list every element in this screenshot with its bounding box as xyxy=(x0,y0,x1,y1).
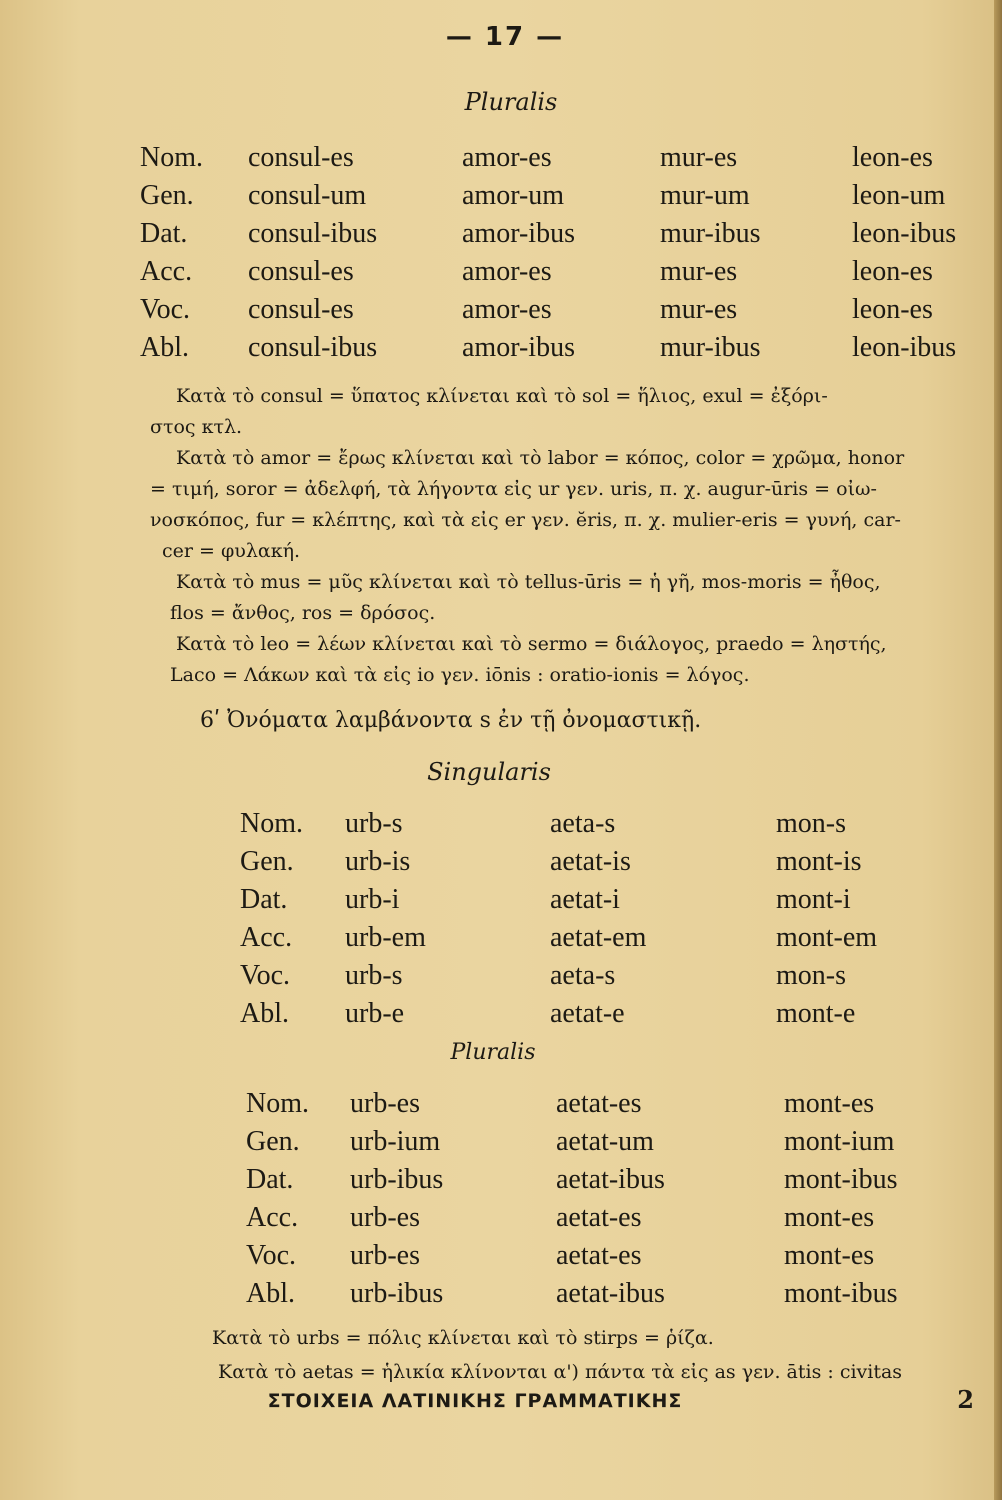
declension-form: urb-ibus xyxy=(350,1164,444,1195)
declension-form: leon-es xyxy=(852,294,933,325)
table-row xyxy=(0,920,1002,956)
declension-form: urb-em xyxy=(345,922,426,953)
declension-form: urb-is xyxy=(345,846,411,877)
table-row xyxy=(0,1086,1002,1122)
declension-form: consul-es xyxy=(248,256,354,287)
case-label: Abl. xyxy=(140,332,189,363)
page-number: — 17 — xyxy=(445,22,565,52)
declension-form: consul-es xyxy=(248,142,354,173)
declension-form: consul-ibus xyxy=(248,218,378,249)
declension-form: aeta-s xyxy=(550,808,616,839)
declension-form: mont-ibus xyxy=(784,1164,898,1195)
declension-form: aetat-ibus xyxy=(556,1164,665,1195)
declension-form: mont-i xyxy=(776,884,851,915)
table-row xyxy=(0,254,1002,290)
declension-form: aetat-em xyxy=(550,922,647,953)
declension-form: urb-es xyxy=(350,1202,420,1233)
declension-form: leon-ibus xyxy=(852,218,957,249)
declension-form: consul-es xyxy=(248,294,354,325)
declension-form: mur-es xyxy=(660,294,738,325)
table-row xyxy=(0,178,1002,214)
table-row xyxy=(0,1276,1002,1312)
footer-book-title: ΣΤΟΙΧΕΙΑ ΛΑΤΙΝΙΚΗΣ ΓΡΑΜΜΑΤΙΚΗΣ xyxy=(267,1390,683,1412)
declension-form: urb-ium xyxy=(350,1126,441,1157)
case-label: Acc. xyxy=(240,922,293,953)
declension-form: amor-es xyxy=(462,294,552,325)
note-text: = τιμή, soror = ἀδελφή, τὰ λήγοντα εἰς ur γεν. uris, π. χ. augur-ūris = οἰω- xyxy=(150,478,877,500)
case-label: Acc. xyxy=(140,256,193,287)
note-text: νοσκόπος, fur = κλέπτης, καὶ τὰ εἰς er γεν. ĕris, π. χ. mulier-eris = γυνή, car- xyxy=(150,509,901,531)
declension-form: mur-ibus xyxy=(660,218,761,249)
case-label: Dat. xyxy=(140,218,188,249)
declension-form: leon-ibus xyxy=(852,332,957,363)
declension-form: amor-ibus xyxy=(462,332,575,363)
table-row xyxy=(0,1124,1002,1160)
section-heading-singularis: Singularis xyxy=(427,758,551,786)
section-heading-pluralis-1: Pluralis xyxy=(464,88,558,116)
declension-form: mont-em xyxy=(776,922,878,953)
case-label: Nom. xyxy=(140,142,203,173)
declension-form: urb-ibus xyxy=(350,1278,444,1309)
case-label: Gen. xyxy=(240,846,294,877)
table-row xyxy=(0,882,1002,918)
declension-form: mont-ibus xyxy=(784,1278,898,1309)
case-label: Acc. xyxy=(246,1202,299,1233)
declension-form: mur-es xyxy=(660,256,738,287)
declension-form: aetat-es xyxy=(556,1202,642,1233)
declension-form: aeta-s xyxy=(550,960,616,991)
note-text: Κατὰ τὸ aetas = ἡλικία κλίνονται α') πάντα τὰ εἰς as γεν. ātis : civitas xyxy=(218,1361,903,1383)
case-label: Nom. xyxy=(240,808,303,839)
case-label: Voc. xyxy=(246,1240,297,1271)
declension-form: mon-s xyxy=(776,808,846,839)
declension-form: mur-ibus xyxy=(660,332,761,363)
table-row xyxy=(0,140,1002,176)
note-text: Κατὰ τὸ amor = ἔρως κλίνεται καὶ τὸ labor = κόπος, color = χρῶμα, honor xyxy=(176,447,905,469)
note-text: cer = φυλακή. xyxy=(162,540,300,562)
declension-form: urb-e xyxy=(345,998,405,1029)
footer-signature-mark: 2 xyxy=(957,1385,974,1414)
case-label: Nom. xyxy=(246,1088,309,1119)
note-text: Κατὰ τὸ urbs = πόλις κλίνεται καὶ τὸ stirps = ῥίζα. xyxy=(212,1327,714,1349)
declension-form: mont-ium xyxy=(784,1126,895,1157)
declension-form: amor-es xyxy=(462,256,552,287)
declension-form: amor-ibus xyxy=(462,218,575,249)
case-label: Abl. xyxy=(246,1278,295,1309)
declension-form: aetat-um xyxy=(556,1126,654,1157)
table-row xyxy=(0,1200,1002,1236)
declension-form: aetat-is xyxy=(550,846,631,877)
case-label: Voc. xyxy=(240,960,291,991)
declension-form: mont-e xyxy=(776,998,856,1029)
case-label: Gen. xyxy=(140,180,194,211)
declension-form: urb-es xyxy=(350,1240,420,1271)
declension-form: urb-es xyxy=(350,1088,420,1119)
declension-form: mur-es xyxy=(660,142,738,173)
declension-form: aetat-e xyxy=(550,998,625,1029)
note-text: Κατὰ τὸ leo = λέων κλίνεται καὶ τὸ sermo = διάλογος, praedo = ληστής, xyxy=(176,633,887,655)
table-row xyxy=(0,1238,1002,1274)
declension-form: aetat-es xyxy=(556,1240,642,1271)
table-row xyxy=(0,844,1002,880)
table-row xyxy=(0,330,1002,366)
subsection-heading: 6ʹ Ὀνόματα λαμβάνοντα s ἐν τῇ ὀνομαστικῇ. xyxy=(200,708,702,733)
declension-form: leon-um xyxy=(852,180,946,211)
declension-form: leon-es xyxy=(852,256,933,287)
declension-form: mont-es xyxy=(784,1240,875,1271)
table-row xyxy=(0,1162,1002,1198)
table-row xyxy=(0,806,1002,842)
table-row xyxy=(0,292,1002,328)
declension-form: aetat-i xyxy=(550,884,620,915)
declension-form: consul-um xyxy=(248,180,367,211)
declension-form: mont-es xyxy=(784,1088,875,1119)
case-label: Abl. xyxy=(240,998,289,1029)
declension-form: aetat-es xyxy=(556,1088,642,1119)
case-label: Gen. xyxy=(246,1126,300,1157)
case-label: Voc. xyxy=(140,294,191,325)
note-text: Κατὰ τὸ consul = ὕπατος κλίνεται καὶ τὸ sol = ἥλιος, exul = ἐξόρι- xyxy=(176,385,828,407)
declension-form: urb-s xyxy=(345,808,403,839)
case-label: Dat. xyxy=(240,884,288,915)
case-label: Dat. xyxy=(246,1164,294,1195)
declension-form: urb-i xyxy=(345,884,400,915)
declension-form: consul-ibus xyxy=(248,332,378,363)
declension-form: mont-is xyxy=(776,846,862,877)
note-text: Κατὰ τὸ mus = μῦς κλίνεται καὶ τὸ tellus-ūris = ἡ γῆ, mos-moris = ἦθος, xyxy=(176,571,881,593)
table-row xyxy=(0,216,1002,252)
declension-form: leon-es xyxy=(852,142,933,173)
declension-form: amor-es xyxy=(462,142,552,173)
table-row xyxy=(0,958,1002,994)
declension-form: urb-s xyxy=(345,960,403,991)
table-row xyxy=(0,996,1002,1032)
section-heading-pluralis-2: Pluralis xyxy=(450,1040,536,1065)
declension-form: mur-um xyxy=(660,180,750,211)
declension-form: mont-es xyxy=(784,1202,875,1233)
note-text: στος κτλ. xyxy=(150,416,243,438)
note-text: flos = ἄνθος, ros = δρόσος. xyxy=(170,602,436,624)
declension-form: mon-s xyxy=(776,960,846,991)
declension-form: amor-um xyxy=(462,180,565,211)
declension-form: aetat-ibus xyxy=(556,1278,665,1309)
note-text: Laco = Λάκων καὶ τὰ εἰς io γεν. iōnis : oratio-ionis = λόγος. xyxy=(170,664,750,686)
